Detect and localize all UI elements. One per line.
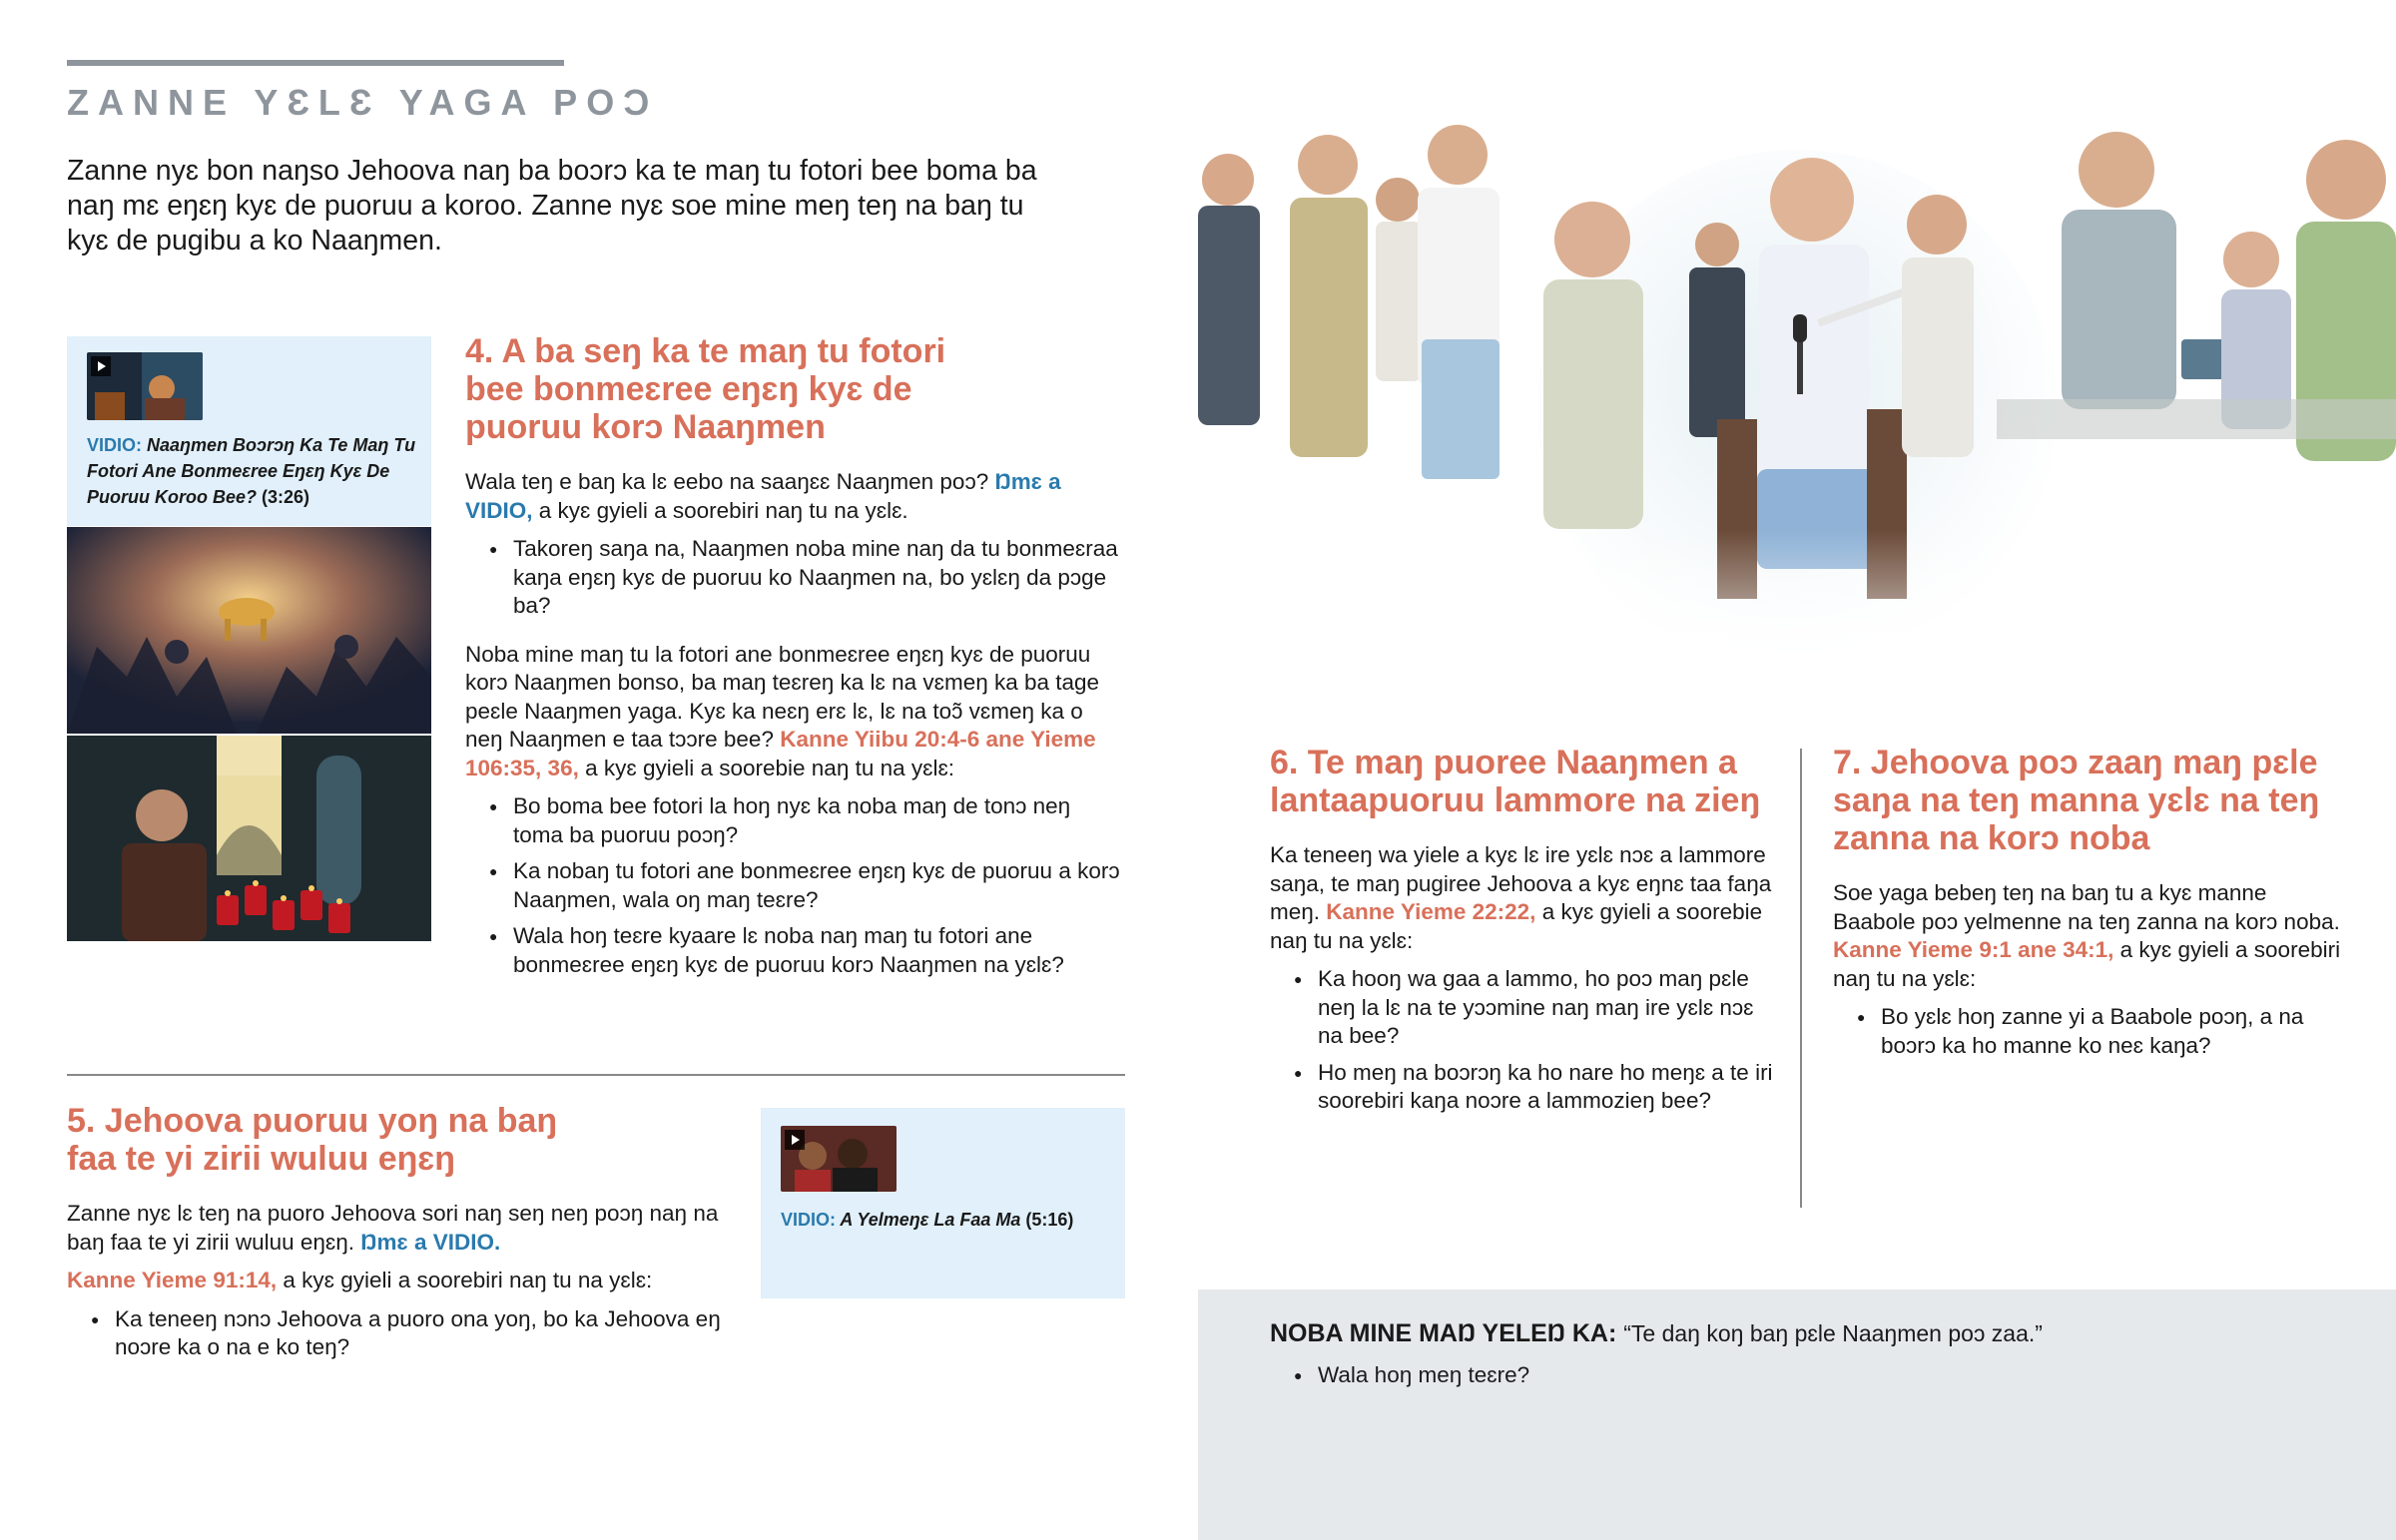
- section-4-questions-1: [465, 535, 1124, 621]
- video-title: Naaŋmen Boɔrɔŋ Ka Te Maŋ Tu Fotori Ane Bonmeɛree Eŋɛŋ Kyɛ De Puoruu Koroo Bee?: [87, 435, 416, 507]
- play-icon[interactable]: [785, 1130, 805, 1150]
- list-item: ● Ka teneeŋ nɔnɔ Jehoova a puoro ona yoŋ, bo ka Jehoova eŋ noɔre ka o na e ko teŋ?: [67, 1305, 731, 1362]
- section-4-p2-text: Noba mine maŋ tu la fotori ane bonmeɛree eŋɛŋ kyɛ de puoruu korɔ Naaŋmen bonso, ba maŋ teɛreŋ ka lɛ na vɛmeŋ ka ba tage peɛle Naaŋmen yaga. Kyɛ ka neɛŋ erɛ lɛ, lɛ na toɔ̃ vɛmeŋ ka o neŋ Naaŋmen e taa tɔɔre bee?: [465, 641, 1100, 752]
- section-5-reference-line: [67, 1267, 731, 1295]
- section-7: [1833, 744, 2342, 1068]
- list-item: ● Ka nobaŋ tu fotori ane bonmeɛree eŋɛŋ kyɛ de puoruu a korɔ Naaŋmen, wala oŋ maŋ teɛre?: [465, 857, 1124, 914]
- scripture-reference[interactable]: Kanne Yieme 9:1 ane 34:1,: [1833, 937, 2114, 962]
- section-4-questions-2: [465, 792, 1124, 979]
- list-item: ● Takoreŋ saŋa na, Naaŋmen noba mine naŋ da tu bonmeɛraa kaŋa eŋɛŋ kyɛ de puoruu ko Naaŋmen na, bo yɛlɛŋ da pɔge ba?: [465, 535, 1124, 621]
- section-6-paragraph: [1270, 841, 1779, 955]
- watch-video-link[interactable]: Ŋmɛ a VIDIO,: [465, 469, 1061, 523]
- section-divider: [67, 1074, 1125, 1076]
- column-divider: [1800, 749, 1802, 1208]
- video-title: A Yelmeŋɛ La Faa Ma: [840, 1210, 1021, 1230]
- list-item: ● Ka hooŋ wa gaa a lammo, ho poɔ maŋ pɛle neŋ la lɛ na te yɔɔmine naŋ maŋ ire yɛlɛ nɔɛ na bee?: [1270, 965, 1779, 1051]
- section-4-p1-tail: a kyɛ gyieli a soorebiri naŋ tu na yɛlɛ.: [538, 497, 908, 523]
- section-4-paragraph-1: [465, 468, 1124, 525]
- section-5-p1-text: Zanne nyɛ lɛ teŋ na puoro Jehoova sori naŋ seŋ neŋ poɔŋ naŋ na baŋ faa te yi zirii wuluu eŋɛŋ.: [67, 1201, 719, 1255]
- video-thumbnail[interactable]: [87, 352, 203, 420]
- video-duration: (3:26): [262, 487, 310, 507]
- header-rule: [67, 60, 564, 66]
- video-box-1[interactable]: [67, 336, 431, 526]
- section-6: [1270, 744, 1779, 1124]
- section-5-questions: [67, 1305, 731, 1362]
- video-box-2[interactable]: [761, 1108, 1125, 1298]
- section-4-paragraph-2: [465, 641, 1124, 783]
- list-item: ● Bo yɛlɛ hoŋ zanne yi a Baabole poɔŋ, a na boɔrɔ ka ho manne ko neɛ kaŋa?: [1833, 1003, 2342, 1060]
- section-7-ref-tail: a kyɛ gyieli a soorebiri naŋ tu na yɛlɛ:: [1833, 937, 2341, 991]
- video-thumbnail[interactable]: [781, 1126, 897, 1192]
- discussion-prompt: [1270, 1317, 2043, 1349]
- list-item: ● Wala hoŋ meŋ teɛre?: [1270, 1361, 1529, 1390]
- discussion-label: NOBA MINE MAŊ YELEŊ KA:: [1270, 1319, 1617, 1347]
- section-6-p1-text: Ka teneeŋ wa yiele a kyɛ lɛ ire yɛlɛ nɔɛ a lammore saŋa, te maŋ pugiree Jehoova a kyɛ eŋnɛ taa faŋa meŋ.: [1270, 842, 1772, 924]
- video-duration: (5:16): [1025, 1210, 1074, 1230]
- section-5-paragraph: [67, 1200, 731, 1257]
- list-item: ● Bo boma bee fotori la hoŋ nyɛ ka noba maŋ de tonɔ neŋ toma ba puoruu poɔŋ?: [465, 792, 1124, 849]
- discussion-panel: [1198, 1289, 2396, 1540]
- video-label: VIDIO:: [87, 435, 143, 455]
- section-7-questions: [1833, 1003, 2342, 1060]
- video-label: VIDIO:: [781, 1210, 837, 1230]
- scripture-reference[interactable]: Kanne Yiibu 20:4-6 ane Yieme 106:35, 36,: [465, 727, 1096, 780]
- discussion-questions: [1270, 1361, 1529, 1398]
- section-kicker: ZANNE YƐLƐ YAGA POƆ: [67, 82, 659, 123]
- section-6-questions: [1270, 965, 1779, 1116]
- section-6-ref-tail: a kyɛ gyieli a soorebie naŋ tu na yɛlɛ:: [1270, 899, 1763, 953]
- scripture-reference[interactable]: Kanne Yieme 22:22,: [1326, 899, 1536, 924]
- scripture-reference[interactable]: Kanne Yieme 91:14,: [67, 1268, 278, 1292]
- section-7-heading: 7. Jehoova poɔ zaaŋ maŋ pɛle saŋa na teŋ manna yɛlɛ na teŋ zanna na korɔ noba: [1833, 744, 2320, 857]
- list-item: ● Wala hoŋ teɛre kyaare lɛ noba naŋ maŋ tu fotori ane bonmeɛree eŋɛŋ kyɛ de puoruu korɔ Naaŋmen na yɛlɛ?: [465, 922, 1124, 979]
- video-caption: [781, 1207, 1110, 1233]
- candle-prayer-photo: [67, 736, 431, 941]
- section-7-p1-text: Soe yaga bebeŋ teŋ na baŋ tu a kyɛ manne Baabole poɔ yelmenne na teŋ zanna na korɔ noba.: [1833, 880, 2340, 934]
- video-caption: [87, 432, 416, 510]
- intro-paragraph: Zanne nyɛ bon naŋso Jehoova naŋ ba boɔrɔ ka te maŋ tu fotori bee boma ba naŋ mɛ eŋɛŋ kyɛ de puoruu a koroo. Zanne nyɛ soe mine meŋ teŋ na baŋ tu kyɛ de pugibu a ko Naaŋmen.: [67, 155, 1037, 257]
- section-5: [67, 1102, 731, 1370]
- list-item: ● Ho meŋ na boɔrɔŋ ka ho nare ho meŋɛ a te iri soorebiri kaŋa noɔre a lammozieŋ bee?: [1270, 1059, 1779, 1116]
- watch-video-link[interactable]: Ŋmɛ a VIDIO.: [360, 1229, 501, 1255]
- section-4: [465, 332, 1124, 987]
- section-6-heading: 6. Te maŋ puoree Naaŋmen a lantaapuoruu lammore na zieŋ: [1270, 744, 1761, 819]
- section-5-heading: 5. Jehoova puoruu yoŋ na baŋ faa te yi zirii wuluu eŋɛŋ: [67, 1102, 558, 1178]
- play-icon[interactable]: [91, 356, 111, 376]
- section-5-ref-tail: a kyɛ gyieli a soorebiri naŋ tu na yɛlɛ:: [283, 1268, 653, 1292]
- congregation-illustration: [1198, 110, 2396, 709]
- section-4-p2-tail: a kyɛ gyieli a soorebie naŋ tu na yɛlɛ:: [585, 755, 955, 780]
- golden-calf-illustration: [67, 527, 431, 734]
- discussion-quote: “Te daŋ koŋ baŋ pɛle Naaŋmen poɔ zaa.”: [1623, 1320, 2043, 1346]
- section-7-paragraph: [1833, 879, 2342, 993]
- section-4-p1-text: Wala teŋ e baŋ ka lɛ eebo na saaŋɛɛ Naaŋmen poɔ?: [465, 469, 989, 494]
- section-4-heading: 4. A ba seŋ ka te maŋ tu fotori bee bonmeɛree eŋɛŋ kyɛ de puoruu korɔ Naaŋmen: [465, 332, 946, 446]
